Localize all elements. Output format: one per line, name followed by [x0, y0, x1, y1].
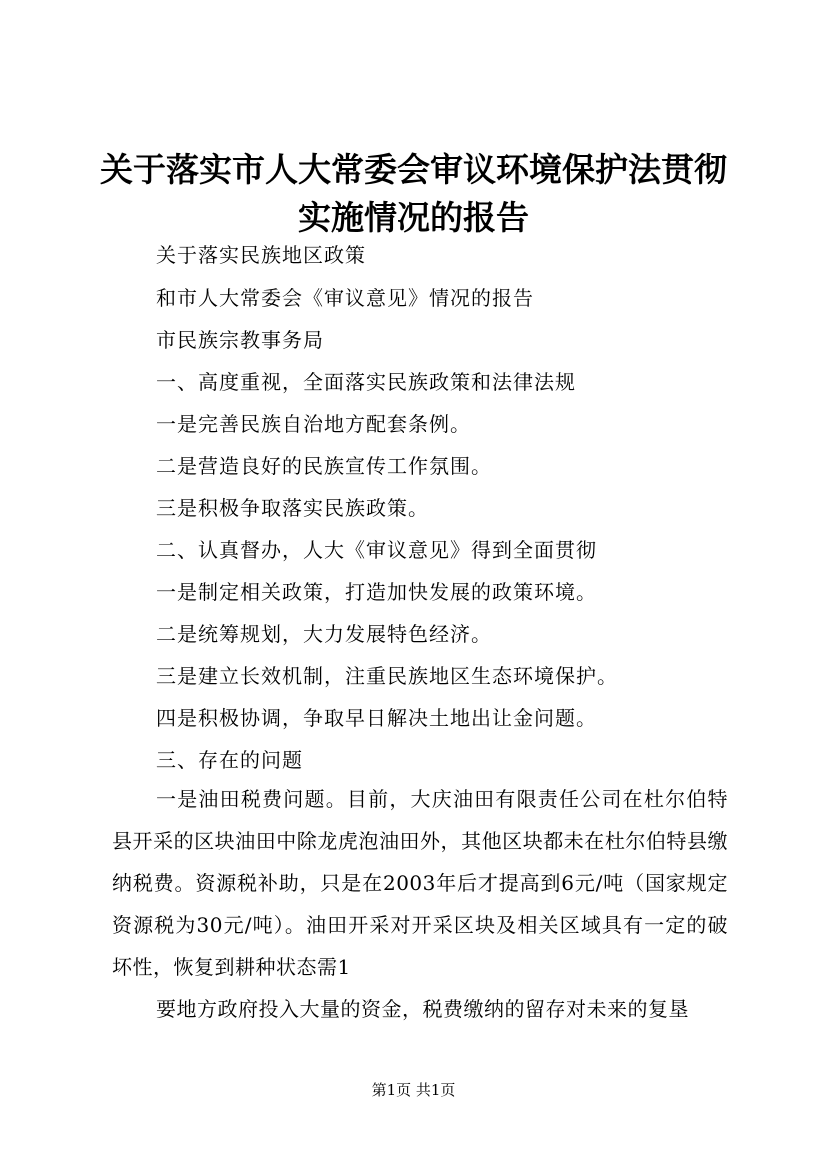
text-line: 三是积极争取落实民族政策。	[156, 496, 429, 520]
text-line: 市民族宗教事务局	[156, 328, 324, 352]
text-line: 二是营造良好的民族宣传工作氛围。	[156, 454, 492, 478]
page-footer: 第1页 共1页	[371, 1081, 456, 1099]
text-line: 一是制定相关政策，打造加快发展的政策环境。	[156, 580, 597, 604]
body-paragraph: 要地方政府投入大量的资金，税费缴纳的留存对未来的复垦	[156, 997, 689, 1021]
text-line: 和市人大常委会《审议意见》情况的报告	[156, 286, 534, 310]
text-line: 四是积极协调，争取早日解决土地出让金问题。	[156, 706, 597, 730]
section-heading: 二、认真督办，人大《审议意见》得到全面贯彻	[156, 538, 597, 562]
text-line: 三是建立长效机制，注重民族地区生态环境保护。	[156, 664, 618, 688]
section-heading: 一、高度重视，全面落实民族政策和法律法规	[156, 370, 576, 394]
text-line: 一是完善民族自治地方配套条例。	[156, 412, 471, 436]
text-line: 关于落实民族地区政策	[156, 243, 366, 267]
section-heading: 三、存在的问题	[156, 748, 303, 772]
body-paragraph: 一是油田税费问题。目前，大庆油田有限责任公司在杜尔伯特县开采的区块油田中除龙虎泡油田外，其他区块都未在杜尔伯特县缴纳税费。资源税补助，只是在2003年后才提高到6元/吨（国家规定资源税为30元/吨）。油田开采对开采区块及相关区域具有一定的破坏性，恢复到耕种状态需1	[112, 787, 728, 979]
text-line: 二是统筹规划，大力发展特色经济。	[156, 622, 492, 646]
document-title: 关于落实市人大常委会审议环境保护法贯彻实施情况的报告	[100, 150, 727, 237]
